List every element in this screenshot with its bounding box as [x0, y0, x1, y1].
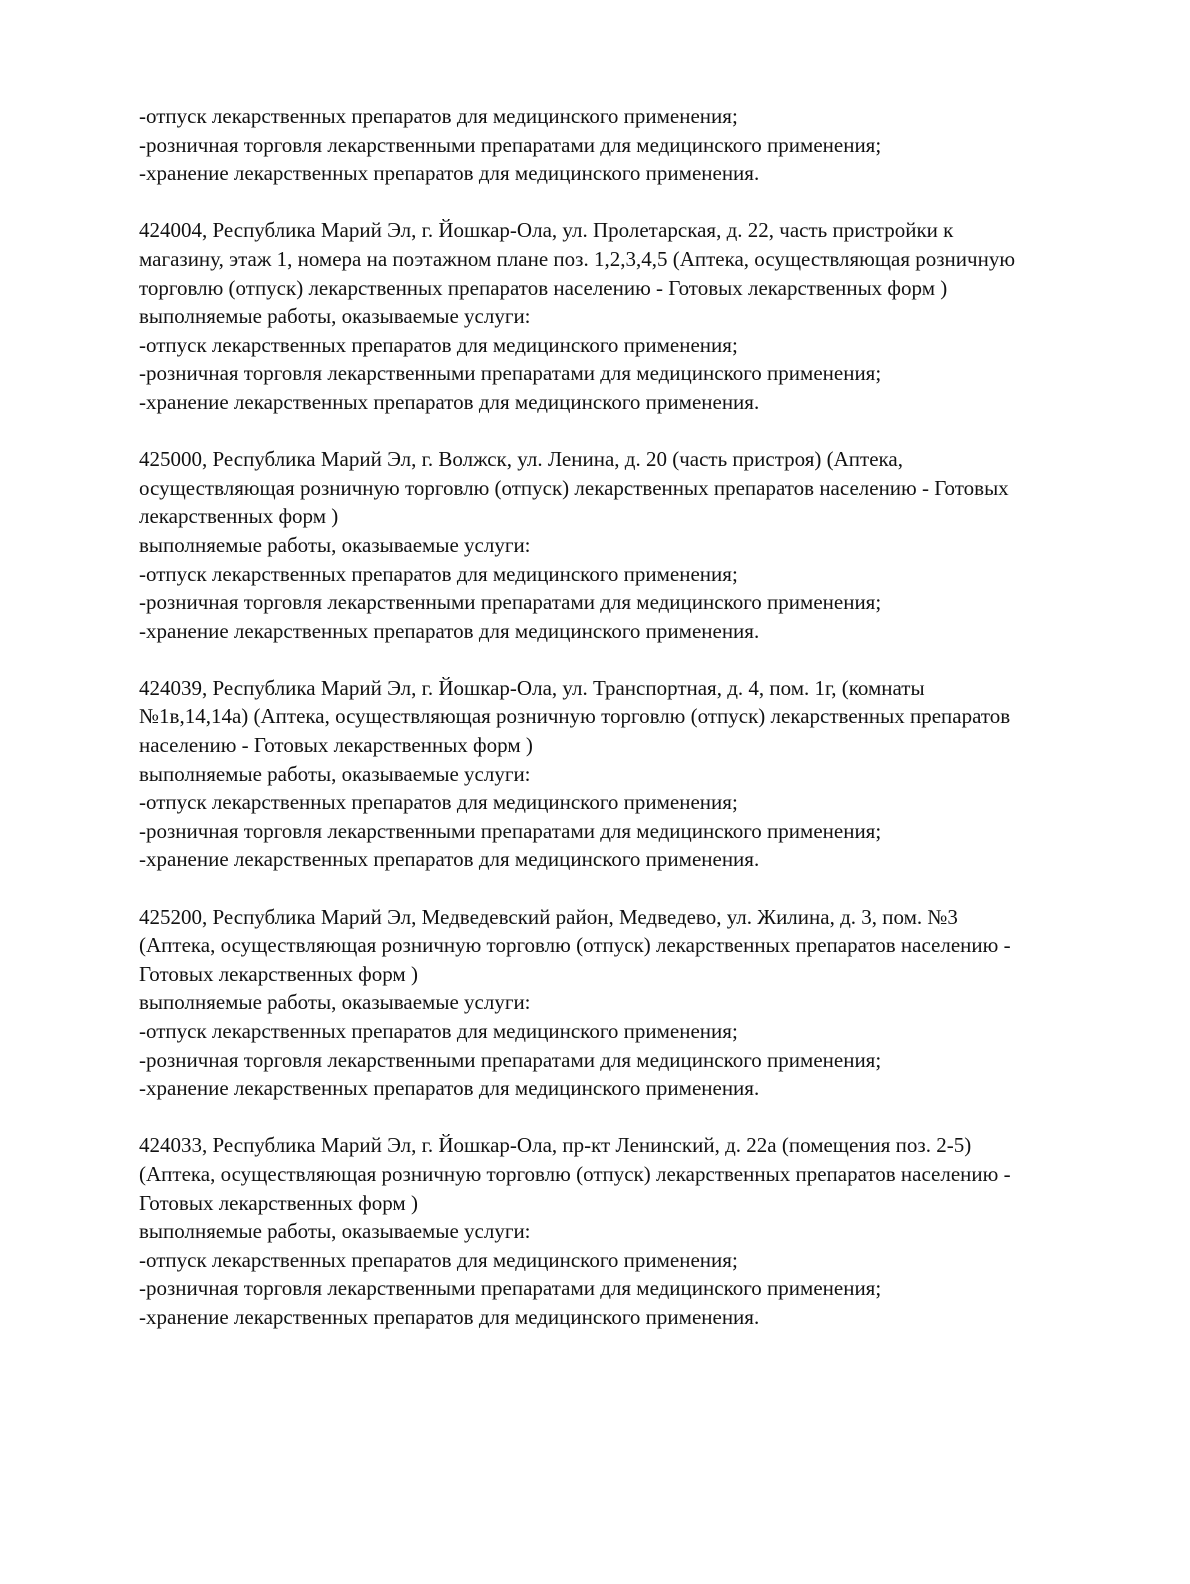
address-line: торговлю (отпуск) лекарственных препаратов населению - Готовых лекарственных форм ) — [139, 275, 948, 300]
address-line: 424039, Республика Марий Эл, г. Йошкар-Ола, ул. Транспортная, д. 4, пом. 1г, (комнаты — [139, 675, 925, 700]
pharmacy-block — [139, 216, 1139, 416]
service-line: -розничная торговля лекарственными препаратами для медицинского применения; — [139, 132, 882, 157]
works-label: выполняемые работы, оказываемые услуги: — [139, 532, 531, 557]
service-line: -хранение лекарственных препаратов для медицинского применения. — [139, 847, 760, 872]
service-line: -хранение лекарственных препаратов для медицинского применения. — [139, 161, 760, 186]
service-line: -отпуск лекарственных препаратов для медицинского применения; — [139, 1247, 738, 1272]
works-label: выполняемые работы, оказываемые услуги: — [139, 1219, 531, 1244]
pharmacy-block — [139, 903, 1139, 1103]
service-line: -отпуск лекарственных препаратов для медицинского применения; — [139, 561, 738, 586]
service-line: -розничная торговля лекарственными препаратами для медицинского применения; — [139, 1276, 882, 1301]
pharmacy-block — [139, 1131, 1139, 1331]
document-page — [139, 102, 1139, 1332]
address-line: осуществляющая розничную торговлю (отпуск) лекарственных препаратов населению - Готовых — [139, 475, 1009, 500]
service-line: -розничная торговля лекарственными препаратами для медицинского применения; — [139, 818, 882, 843]
address-line: 424004, Республика Марий Эл, г. Йошкар-Ола, ул. Пролетарская, д. 22, часть пристройки к — [139, 218, 954, 243]
service-line: -розничная торговля лекарственными препаратами для медицинского применения; — [139, 361, 882, 386]
service-line: -розничная торговля лекарственными препаратами для медицинского применения; — [139, 590, 882, 615]
address-line: Готовых лекарственных форм ) — [139, 1190, 418, 1215]
service-line: -розничная торговля лекарственными препаратами для медицинского применения; — [139, 1047, 882, 1072]
address-line: 425000, Республика Марий Эл, г. Волжск, ул. Ленина, д. 20 (часть пристроя) (Аптека, — [139, 447, 903, 472]
address-line: 424033, Республика Марий Эл, г. Йошкар-Ола, пр-кт Ленинский, д. 22а (помещения поз. 2-5) — [139, 1133, 972, 1158]
pharmacy-block — [139, 445, 1139, 645]
service-line: -хранение лекарственных препаратов для медицинского применения. — [139, 1304, 760, 1329]
address-line: магазину, этаж 1, номера на поэтажном плане поз. 1,2,3,4,5 (Аптека, осуществляющая розничную — [139, 246, 1016, 271]
services-block-continued — [139, 102, 1139, 188]
address-line: населению - Готовых лекарственных форм ) — [139, 733, 533, 758]
address-line: 425200, Республика Марий Эл, Медведевский район, Медведево, ул. Жилина, д. 3, пом. №3 — [139, 904, 958, 929]
service-line: -отпуск лекарственных препаратов для медицинского применения; — [139, 1019, 738, 1043]
service-line: -хранение лекарственных препаратов для медицинского применения. — [139, 389, 760, 414]
works-label: выполняемые работы, оказываемые услуги: — [139, 761, 531, 786]
service-line: -отпуск лекарственных препаратов для медицинского применения; — [139, 104, 738, 128]
address-line: Готовых лекарственных форм ) — [139, 961, 418, 986]
address-line: лекарственных форм ) — [139, 504, 339, 529]
works-label: выполняемые работы, оказываемые услуги: — [139, 990, 531, 1015]
address-line: (Аптека, осуществляющая розничную торговлю (отпуск) лекарственных препаратов населению - — [139, 933, 1011, 958]
service-line: -хранение лекарственных препаратов для медицинского применения. — [139, 618, 760, 643]
service-line: -отпуск лекарственных препаратов для медицинского применения; — [139, 790, 738, 815]
address-line: (Аптека, осуществляющая розничную торговлю (отпуск) лекарственных препаратов населению - — [139, 1161, 1011, 1186]
service-line: -отпуск лекарственных препаратов для медицинского применения; — [139, 332, 738, 357]
address-line: №1в,14,14а) (Аптека, осуществляющая розничную торговлю (отпуск) лекарственных препаратов — [139, 704, 1011, 729]
pharmacy-block — [139, 674, 1139, 874]
works-label: выполняемые работы, оказываемые услуги: — [139, 304, 531, 329]
service-line: -хранение лекарственных препаратов для медицинского применения. — [139, 1076, 760, 1101]
